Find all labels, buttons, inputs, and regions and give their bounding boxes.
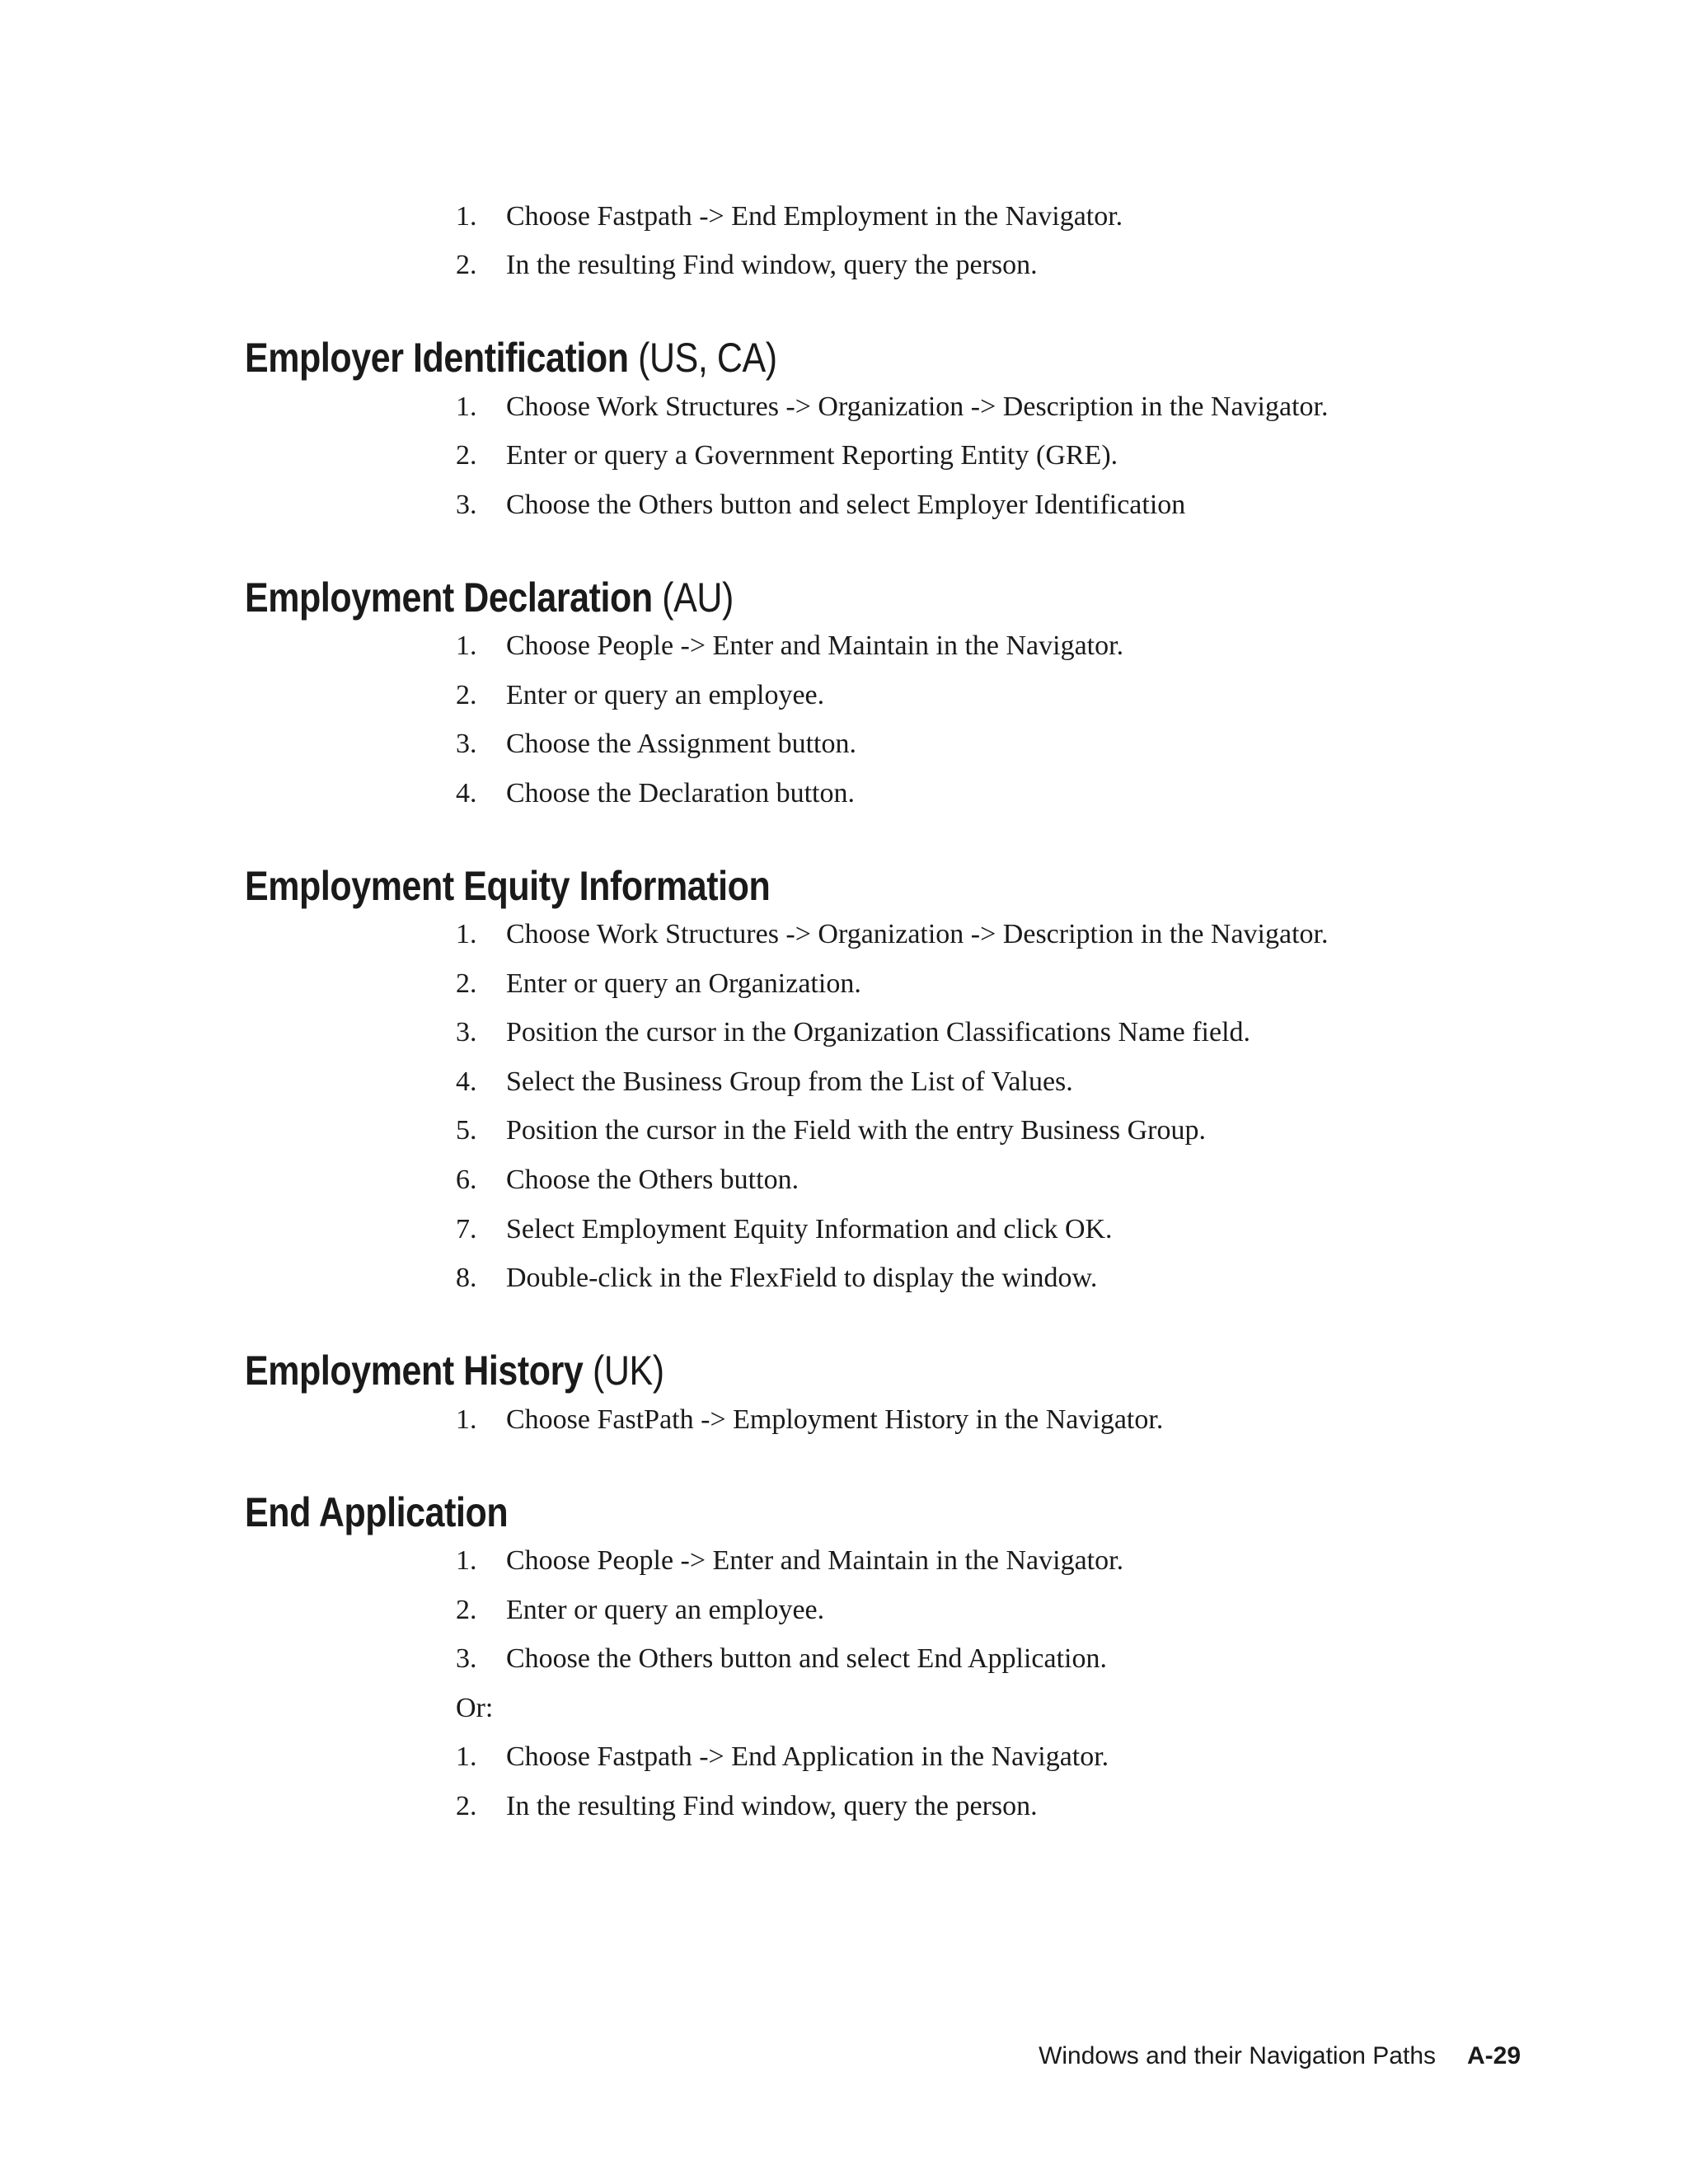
step-text: Select the Business Group from the List of Values.	[506, 1066, 1073, 1097]
section-step	[456, 1114, 1206, 1147]
section-title: Employment Declaration	[245, 574, 653, 621]
section-step	[456, 1594, 824, 1627]
step-text: Position the cursor in the Organization Classifications Name field.	[506, 1017, 1251, 1047]
step-number: 2.	[456, 1595, 477, 1625]
section-step	[456, 1262, 1097, 1295]
section-step	[456, 777, 855, 810]
step-text: Choose Work Structures -> Organization -> Description in the Navigator.	[506, 919, 1329, 949]
step-text: Choose People -> Enter and Maintain in the Navigator.	[506, 630, 1124, 661]
step-text: In the resulting Find window, query the person.	[506, 1791, 1038, 1821]
step-number: 6.	[456, 1165, 477, 1195]
step-text: Enter or query an employee.	[506, 680, 825, 710]
section-step	[456, 1016, 1250, 1049]
step-text: Double-click in the FlexField to display the window.	[506, 1263, 1098, 1293]
step-text: Choose Work Structures -> Organization -> Description in the Navigator.	[506, 391, 1329, 422]
step-number: 2.	[456, 1791, 477, 1821]
section-step	[456, 630, 1123, 663]
section-suffix: (UK)	[592, 1347, 664, 1394]
step-number: 3.	[456, 1017, 477, 1047]
step-text: Choose FastPath -> Employment History in the Navigator.	[506, 1404, 1164, 1435]
section-step	[456, 728, 856, 761]
step-number: 1.	[456, 630, 477, 661]
step-number: 4.	[456, 1066, 477, 1097]
step-number: 1.	[456, 919, 477, 949]
section-step	[456, 1790, 1038, 1823]
section-heading-employment-declaration	[245, 573, 734, 622]
step-number: 2.	[456, 680, 477, 710]
section-title: Employment History	[245, 1347, 584, 1394]
step-text: Enter or query a Government Reporting Entity (GRE).	[506, 440, 1118, 471]
section-title: End Application	[245, 1489, 509, 1535]
step-number: 7.	[456, 1214, 477, 1244]
step-number: 2.	[456, 968, 477, 999]
step-text: Choose the Declaration button.	[506, 778, 856, 808]
page-number: A-29	[1467, 2042, 1522, 2069]
step-text: Select Employment Equity Information and click OK.	[506, 1214, 1113, 1244]
step-number: 5.	[456, 1115, 477, 1146]
step-text: Choose People -> Enter and Maintain in the Navigator.	[506, 1545, 1124, 1576]
intro-step	[456, 249, 1038, 282]
step-number: 3.	[456, 729, 477, 759]
step-text: Choose the Others button.	[506, 1165, 799, 1195]
step-text: Choose the Others button and select End Application.	[506, 1643, 1107, 1674]
step-text: Choose Fastpath -> End Employment in the Navigator.	[506, 201, 1123, 232]
section-heading-employer-identification	[245, 333, 777, 382]
step-text: Choose the Assignment button.	[506, 729, 856, 759]
step-number: 1.	[456, 1741, 477, 1772]
step-text: Choose the Others button and select Employer Identification	[506, 490, 1186, 520]
step-number: 3.	[456, 1643, 477, 1674]
section-heading-employment-equity-information	[245, 861, 770, 911]
section-step	[456, 439, 1118, 472]
step-text: Choose Fastpath -> End Application in the Navigator.	[506, 1741, 1109, 1772]
section-step	[456, 1066, 1073, 1099]
footer-title: Windows and their Navigation Paths	[1039, 2042, 1436, 2069]
section-suffix: (AU)	[662, 574, 734, 621]
step-number: 2.	[456, 440, 477, 471]
step-text: Position the cursor in the Field with the entry Business Group.	[506, 1115, 1206, 1146]
section-step	[456, 391, 1329, 424]
step-text: Enter or query an Organization.	[506, 968, 861, 999]
section-title: Employment Equity Information	[245, 863, 771, 909]
step-number: 2.	[456, 250, 477, 280]
section-step	[456, 679, 824, 712]
section-step	[456, 1643, 1107, 1675]
step-number: 4.	[456, 778, 477, 808]
section-step	[456, 489, 1185, 522]
section-heading-end-application	[245, 1488, 508, 1537]
step-text: In the resulting Find window, query the person.	[506, 250, 1038, 280]
section-step	[456, 1544, 1123, 1577]
section-title: Employer Identification	[245, 335, 629, 381]
step-number: 8.	[456, 1263, 477, 1293]
section-suffix: (US, CA)	[638, 335, 777, 381]
section-step	[456, 1404, 1163, 1436]
section-step	[456, 1213, 1113, 1246]
step-number: 3.	[456, 490, 477, 520]
or-label: Or:	[456, 1693, 494, 1723]
section-step	[456, 1741, 1109, 1774]
intro-step	[456, 200, 1123, 233]
section-step	[456, 1164, 799, 1197]
step-text: Enter or query an employee.	[506, 1595, 825, 1625]
step-number: 1.	[456, 1404, 477, 1435]
section-step	[456, 918, 1329, 951]
section-heading-employment-history	[245, 1346, 664, 1395]
section-step	[456, 968, 861, 1001]
step-number: 1.	[456, 391, 477, 422]
step-number: 1.	[456, 1545, 477, 1576]
step-number: 1.	[456, 201, 477, 232]
